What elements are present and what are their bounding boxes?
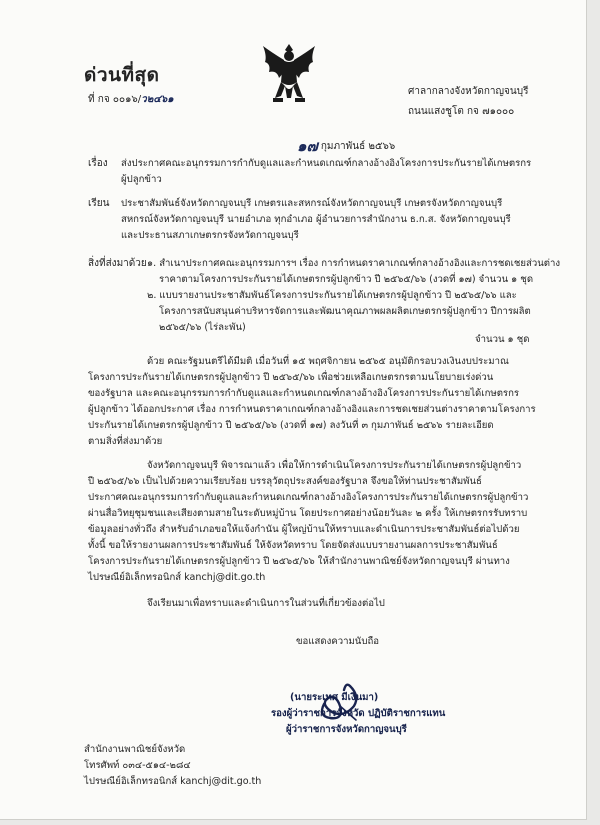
para1-line3: ของรัฐบาล และคณะอนุกรรมการกำกับดูแลและกำหนดเกณฑ์กลางอ้างอิงโครงการประกันรายได้เกษตรกร xyxy=(88,388,520,399)
enclosures-label: สิ่งที่ส่งมาด้วย xyxy=(88,258,147,269)
para1-line5: ประกันรายได้เกษตรกรผู้ปลูกข้าว ปี ๒๕๖๕/๖๖ (งวดที่ ๑๗) ลงวันที่ ๓ กุมภาพันธ์ ๒๕๖๖ รายละเอียด xyxy=(88,420,494,431)
document-number xyxy=(88,94,174,106)
closing-line: จึงเรียนมาเพื่อทราบและดำเนินการในส่วนที่เกี่ยวข้องต่อไป xyxy=(147,598,385,609)
signatory-title1: รองผู้ว่าราชการจังหวัด ปฏิบัติราชการแทน xyxy=(271,708,446,719)
para1-line2: โครงการประกันรายได้เกษตรกรผู้ปลูกข้าว ปี ๒๕๖๕/๖๖ เพื่อช่วยเหลือเกษตรกรตามนโยบายเร่งด่วน xyxy=(88,372,494,383)
para1-line4: ผู้ปลูกข้าว ได้ออกประกาศ เรื่อง การกำหนดราคาเกณฑ์กลางอ้างอิงและการชดเชยส่วนต่างราคาตามโครงการ xyxy=(88,404,536,415)
para2-line1: จังหวัดกาญจนบุรี พิจารณาแล้ว เพื่อให้การดำเนินโครงการประกันรายได้เกษตรกรผู้ปลูกข้าว xyxy=(147,460,522,471)
date-month-year: กุมภาพันธ์ ๒๕๖๖ xyxy=(320,141,396,152)
enclosure-count: จำนวน ๑ ชุด xyxy=(475,334,530,345)
enclosure-line2: ราคาตามโครงการประกันรายได้เกษตรกรผู้ปลูกข้าว ปี ๒๕๖๕/๖๖ (งวดที่ ๑๗) จำนวน ๑ ชุด xyxy=(159,274,534,285)
letter-date xyxy=(297,137,396,155)
subject-line1: ส่งประกาศคณะอนุกรรมการกำกับดูแลและกำหนดเกณฑ์กลางอ้างอิงโครงการประกันรายได้เกษตรกร xyxy=(121,158,532,169)
date-day-handwritten: ๑๗ xyxy=(297,137,318,155)
para2-line2: ปี ๒๕๖๕/๖๖ เป็นไปด้วยความเรียบร้อย บรรลุวัตถุประสงค์ของรัฐบาล จึงขอให้ท่านประชาสัมพันธ์ xyxy=(88,476,482,487)
office-address-line2: ถนนแสงชูโต กจ ๗๑๐๐๐ xyxy=(408,106,515,117)
enclosure-line3: ๒. แบบรายงานประชาสัมพันธ์โครงการประกันรายได้เกษตรกรผู้ปลูกข้าว ปี ๒๕๖๕/๖๖ และ xyxy=(147,290,517,301)
para2-line4: ผ่านสื่อวิทยุชุมชนและเสียงตามสายในระดับหมู่บ้าน โดยประกาศอย่างน้อยวันละ ๒ ครั้ง ให้เกษตรกรรับทราบ xyxy=(88,508,528,519)
signatory-title2: ผู้ว่าราชการจังหวัดกาญจนบุรี xyxy=(286,724,407,735)
office-address-line1: ศาลากลางจังหวัดกาญจนบุรี xyxy=(408,86,529,97)
enclosure-line5: ๒๕๖๕/๖๖ (ไร่ละพัน) xyxy=(159,322,246,333)
signatory-name: (นายระเทศ มีเงินมา) xyxy=(290,692,379,703)
para1-line1: ด้วย คณะรัฐมนตรีได้มีมติ เมื่อวันที่ ๑๕ พฤศจิกายน ๒๕๖๕ อนุมัติกรอบวงเงินงบประมาณ xyxy=(147,356,509,367)
recipient-line3: และประธานสภาเกษตรกรจังหวัดกาญจนบุรี xyxy=(121,230,299,241)
document-number-handwritten: ว๒๔๖๑ xyxy=(141,94,174,105)
para2-line7: โครงการประกันรายได้เกษตรกรผู้ปลูกข้าว ปี ๒๕๖๕/๖๖ ให้สำนักงานพาณิชย์จังหวัดกาญจนบุรี ผ่านทาง xyxy=(88,556,510,567)
recipient-line2: สหกรณ์จังหวัดกาญจนบุรี นายอำเภอ ทุกอำเภอ ผู้อำนวยการสำนักงาน ธ.ก.ส. จังหวัดกาญจนบุรี xyxy=(121,214,511,225)
footer-office: สำนักงานพาณิชย์จังหวัด xyxy=(84,744,186,755)
subject-line2: ผู้ปลูกข้าว xyxy=(121,174,162,185)
garuda-emblem-icon xyxy=(259,42,319,104)
para2-line3: ประกาศคณะอนุกรรมการกำกับดูแลและกำหนดเกณฑ์กลางอ้างอิงโครงการประกันรายได้เกษตรกรผู้ปลูกข้าว xyxy=(88,492,529,503)
footer-email: ไปรษณีย์อิเล็กทรอนิกส์ kanchj@dit.go.th xyxy=(84,776,262,787)
recipient-line1: ประชาสัมพันธ์จังหวัดกาญจนบุรี เกษตรและสหกรณ์จังหวัดกาญจนบุรี เกษตรจังหวัดกาญจนบุรี xyxy=(121,198,503,209)
urgency-label: ด่วนที่สุด xyxy=(84,64,160,86)
subject-label: เรื่อง xyxy=(88,158,108,169)
document-number-prefix: ที่ กจ ๐๐๑๖/ xyxy=(88,94,142,105)
enclosure-line4: โครงการสนับสนุนค่าบริหารจัดการและพัฒนาคุณภาพผลผลิตเกษตรกรผู้ปลูกข้าว ปีการผลิต xyxy=(159,306,531,317)
para2-line5: ข้อมูลอย่างทั่วถึง สำหรับอำเภอขอให้แจ้งกำนัน ผู้ใหญ่บ้านให้ทราบและดำเนินการประชาสัมพันธ์ต่อไปด้วย xyxy=(88,524,520,535)
para1-line6: ตามสิ่งที่ส่งมาด้วย xyxy=(88,436,163,447)
enclosure-line1: ๑. สำเนาประกาศคณะอนุกรรมการฯ เรื่อง การกำหนดราคาเกณฑ์กลางอ้างอิงและการชดเชยส่วนต่าง xyxy=(147,258,561,269)
closing-regards: ขอแสดงความนับถือ xyxy=(296,636,380,647)
footer-phone: โทรศัพท์ ๐๓๔-๕๑๔-๒๘๔ xyxy=(84,760,191,771)
para2-line8: ไปรษณีย์อิเล็กทรอนิกส์ kanchj@dit.go.th xyxy=(88,572,266,583)
recipient-label: เรียน xyxy=(88,198,110,209)
para2-line6: ทั้งนี้ ขอให้รายงานผลการประชาสัมพันธ์ ให้จังหวัดทราบ โดยจัดส่งแบบรายงานผลการประชาสัมพันธ์ xyxy=(88,540,498,551)
